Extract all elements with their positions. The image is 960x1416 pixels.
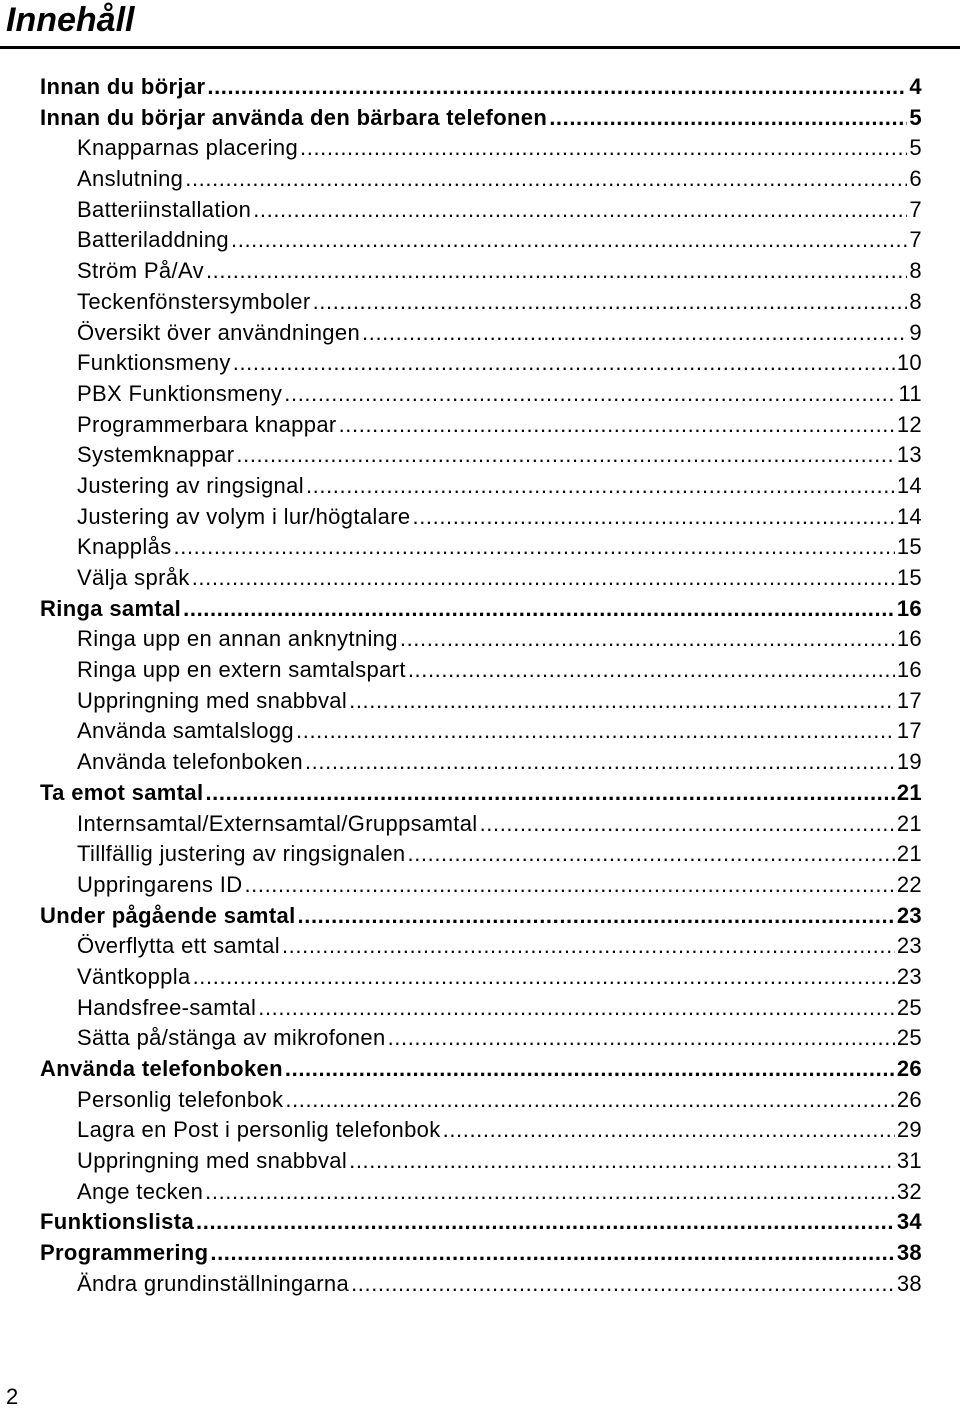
- toc-dot-leader: [244, 870, 894, 901]
- toc-entry-page-number: 13: [896, 442, 922, 468]
- toc-entry-title: Använda samtalslogg: [77, 718, 295, 744]
- toc-entry-title: Batteriinstallation: [77, 196, 252, 222]
- toc-entry-page-number: 16: [896, 595, 922, 621]
- toc-entry-page-number: 14: [896, 472, 922, 498]
- toc-subsection-entry[interactable]: [0, 870, 922, 901]
- toc-entry-page-number: 5: [909, 104, 922, 130]
- toc-dot-leader: [231, 225, 907, 256]
- toc-entry-page-number: 15: [896, 565, 922, 590]
- toc-entry-title: Handsfree-samtal: [77, 994, 257, 1020]
- toc-entry-title: Justering av volym i lur/högtalare: [77, 503, 411, 529]
- toc-dot-leader: [349, 686, 895, 717]
- toc-subsection-entry[interactable]: [0, 318, 922, 349]
- toc-dot-leader: [205, 778, 894, 809]
- toc-dot-leader: [298, 901, 895, 932]
- toc-entry-page-number: 7: [909, 196, 922, 222]
- toc-subsection-entry[interactable]: [0, 1269, 922, 1300]
- toc-entry-title: Funktionslista: [40, 1209, 195, 1235]
- toc-dot-leader: [408, 655, 895, 686]
- toc-subsection-entry[interactable]: [0, 471, 922, 502]
- toc-dot-leader: [443, 1115, 895, 1146]
- toc-dot-leader: [196, 1207, 895, 1238]
- toc-entry-page-number: 23: [896, 963, 922, 989]
- toc-subsection-entry[interactable]: [0, 624, 922, 655]
- toc-dot-leader: [296, 716, 895, 747]
- toc-entry-title: Väntkoppla: [77, 963, 191, 989]
- toc-dot-leader: [207, 72, 907, 103]
- toc-dot-leader: [206, 256, 907, 287]
- toc-entry-title: Internsamtal/Externsamtal/Gruppsamtal: [77, 810, 478, 836]
- page-number: 2: [6, 1384, 19, 1409]
- toc-dot-leader: [300, 133, 907, 164]
- toc-entry-page-number: 17: [896, 687, 922, 713]
- toc-entry-title: Uppringning med snabbval: [77, 687, 348, 713]
- toc-entry-page-number: 21: [896, 841, 922, 867]
- toc-dot-leader: [236, 440, 894, 471]
- toc-dot-leader: [413, 502, 895, 533]
- toc-section-entry[interactable]: [0, 594, 922, 625]
- toc-entry-title: Översikt över användningen: [77, 319, 361, 345]
- toc-entry-page-number: 9: [909, 319, 922, 345]
- toc-subsection-entry[interactable]: [0, 379, 922, 410]
- toc-section-entry[interactable]: [0, 901, 922, 932]
- toc-dot-leader: [549, 103, 907, 134]
- toc-dot-leader: [174, 532, 895, 563]
- toc-dot-leader: [480, 809, 895, 840]
- toc-entry-title: Ta emot samtal: [40, 779, 204, 805]
- toc-entry-title: Uppringarens ID: [77, 871, 243, 897]
- toc-dot-leader: [306, 471, 895, 502]
- toc-dot-leader: [388, 1023, 895, 1054]
- toc-subsection-entry[interactable]: [0, 225, 922, 256]
- toc-entry-page-number: 38: [896, 1270, 922, 1296]
- toc-dot-leader: [362, 318, 907, 349]
- toc-subsection-entry[interactable]: [0, 164, 922, 195]
- toc-entry-title: Uppringning med snabbval: [77, 1148, 348, 1174]
- toc-entry-page-number: 38: [896, 1240, 922, 1266]
- toc-entry-title: Innan du börjar: [40, 74, 206, 99]
- toc-entry-title: Anslutning: [77, 166, 184, 192]
- toc-entry-page-number: 5: [909, 135, 922, 161]
- toc-dot-leader: [185, 164, 907, 195]
- toc-subsection-entry[interactable]: [0, 716, 922, 747]
- toc-subsection-entry[interactable]: [0, 1115, 922, 1146]
- toc-subsection-entry[interactable]: [0, 502, 922, 533]
- toc-entry-page-number: 34: [896, 1209, 922, 1235]
- toc-dot-leader: [285, 1054, 895, 1085]
- toc-subsection-entry[interactable]: [0, 195, 922, 226]
- toc-entry-page-number: 31: [896, 1148, 922, 1174]
- toc-subsection-entry[interactable]: [0, 839, 922, 870]
- toc-entry-title: Knapplås: [77, 534, 172, 560]
- toc-dot-leader: [183, 594, 895, 625]
- toc-dot-leader: [205, 1177, 895, 1208]
- toc-entry-page-number: 16: [896, 657, 922, 683]
- toc-dot-leader: [313, 287, 908, 318]
- toc-entry-page-number: 14: [896, 503, 922, 529]
- toc-entry-page-number: 11: [898, 380, 922, 406]
- toc-entry-page-number: 22: [896, 871, 922, 897]
- toc-entry-title: Teckenfönstersymboler: [77, 288, 311, 314]
- toc-entry-title: Knapparnas placering: [77, 135, 299, 161]
- toc-section-entry[interactable]: [0, 1054, 922, 1085]
- toc-entry-page-number: 26: [896, 1056, 922, 1081]
- toc-entry-title: Sätta på/stänga av mikrofonen: [77, 1025, 386, 1051]
- toc-section-entry[interactable]: [0, 103, 922, 134]
- page-heading: Innehåll: [6, 1, 135, 39]
- toc-dot-leader: [253, 195, 907, 226]
- toc-section-entry[interactable]: [0, 778, 922, 809]
- toc-subsection-entry[interactable]: [0, 655, 922, 686]
- toc-entry-page-number: 16: [896, 626, 922, 652]
- toc-entry-title: Under pågående samtal: [40, 902, 296, 928]
- toc-dot-leader: [339, 410, 895, 441]
- toc-subsection-entry[interactable]: [0, 993, 922, 1024]
- toc-entry-title: Innan du börjar använda den bärbara telefonen: [40, 104, 548, 130]
- toc-subsection-entry[interactable]: [0, 962, 922, 993]
- toc-subsection-entry[interactable]: [0, 563, 922, 594]
- table-of-contents: [0, 72, 960, 1300]
- toc-dot-leader: [284, 379, 896, 410]
- toc-entry-title: Överflytta ett samtal: [77, 933, 280, 959]
- toc-entry-page-number: 21: [896, 779, 922, 805]
- toc-subsection-entry[interactable]: [0, 1177, 922, 1208]
- toc-entry-title: Ange tecken: [77, 1178, 204, 1204]
- toc-entry-title: Tillfällig justering av ringsignalen: [77, 841, 406, 867]
- toc-subsection-entry[interactable]: [0, 287, 922, 318]
- toc-dot-leader: [305, 747, 895, 778]
- toc-subsection-entry[interactable]: [0, 931, 922, 962]
- toc-entry-page-number: 26: [896, 1086, 922, 1112]
- toc-entry-title: Programmerbara knappar: [77, 411, 337, 437]
- toc-entry-page-number: 32: [896, 1178, 922, 1204]
- toc-subsection-entry[interactable]: [0, 809, 922, 840]
- toc-dot-leader: [282, 931, 895, 962]
- toc-dot-leader: [258, 993, 895, 1024]
- toc-entry-title: Lagra en Post i personlig telefonbok: [77, 1117, 441, 1143]
- toc-entry-title: Justering av ringsignal: [77, 472, 304, 498]
- toc-entry-page-number: 15: [896, 534, 922, 560]
- toc-entry-title: Batteriladdning: [77, 227, 230, 253]
- toc-subsection-entry[interactable]: [0, 1146, 922, 1177]
- toc-entry-title: PBX Funktionsmeny: [77, 380, 283, 406]
- toc-entry-page-number: 19: [896, 749, 922, 775]
- toc-entry-page-number: 10: [896, 350, 922, 376]
- toc-dot-leader: [210, 1238, 894, 1269]
- toc-dot-leader: [400, 624, 895, 655]
- toc-section-entry[interactable]: [0, 1207, 922, 1238]
- toc-dot-leader: [192, 563, 895, 594]
- toc-entry-title: Ström På/Av: [77, 258, 204, 284]
- toc-entry-title: Programmering: [40, 1240, 209, 1266]
- toc-entry-title: Funktionsmeny: [77, 350, 231, 376]
- toc-entry-page-number: 4: [909, 74, 922, 99]
- toc-subsection-entry[interactable]: [0, 348, 922, 379]
- toc-dot-leader: [408, 839, 895, 870]
- toc-entry-title: Ringa samtal: [40, 595, 182, 621]
- toc-dot-leader: [351, 1269, 895, 1300]
- toc-entry-page-number: 12: [896, 411, 922, 437]
- toc-subsection-entry[interactable]: [0, 256, 922, 287]
- toc-dot-leader: [233, 348, 895, 379]
- heading-rule: [0, 46, 960, 49]
- toc-entry-page-number: 25: [896, 1025, 922, 1051]
- toc-subsection-entry[interactable]: [0, 747, 922, 778]
- toc-subsection-entry[interactable]: [0, 532, 922, 563]
- toc-entry-page-number: 21: [896, 810, 922, 836]
- toc-entry-title: Systemknappar: [77, 442, 235, 468]
- toc-subsection-entry[interactable]: [0, 686, 922, 717]
- toc-entry-page-number: 8: [909, 258, 922, 284]
- toc-entry-page-number: 25: [896, 994, 922, 1020]
- toc-dot-leader: [193, 962, 895, 993]
- toc-entry-title: Använda telefonboken: [77, 749, 303, 775]
- toc-entry-title: Ringa upp en extern samtalspart: [77, 657, 406, 683]
- toc-section-entry[interactable]: [0, 1238, 922, 1269]
- toc-section-entry[interactable]: [0, 72, 922, 103]
- toc-entry-title: Ändra grundinställningarna: [77, 1270, 350, 1296]
- toc-subsection-entry[interactable]: [0, 133, 922, 164]
- toc-entry-page-number: 17: [896, 718, 922, 744]
- toc-subsection-entry[interactable]: [0, 410, 922, 441]
- toc-entry-page-number: 6: [909, 166, 922, 192]
- toc-entry-title: Ringa upp en annan anknytning: [77, 626, 398, 652]
- toc-entry-title: Välja språk: [77, 565, 190, 590]
- toc-dot-leader: [349, 1146, 895, 1177]
- toc-entry-title: Personlig telefonbok: [77, 1086, 284, 1112]
- toc-dot-leader: [285, 1085, 894, 1116]
- toc-subsection-entry[interactable]: [0, 1023, 922, 1054]
- toc-entry-page-number: 7: [909, 227, 922, 253]
- toc-subsection-entry[interactable]: [0, 440, 922, 471]
- toc-entry-title: Använda telefonboken: [40, 1056, 283, 1081]
- toc-entry-page-number: 8: [909, 288, 922, 314]
- toc-entry-page-number: 23: [896, 933, 922, 959]
- toc-entry-page-number: 29: [896, 1117, 922, 1143]
- toc-subsection-entry[interactable]: [0, 1085, 922, 1116]
- toc-entry-page-number: 23: [896, 902, 922, 928]
